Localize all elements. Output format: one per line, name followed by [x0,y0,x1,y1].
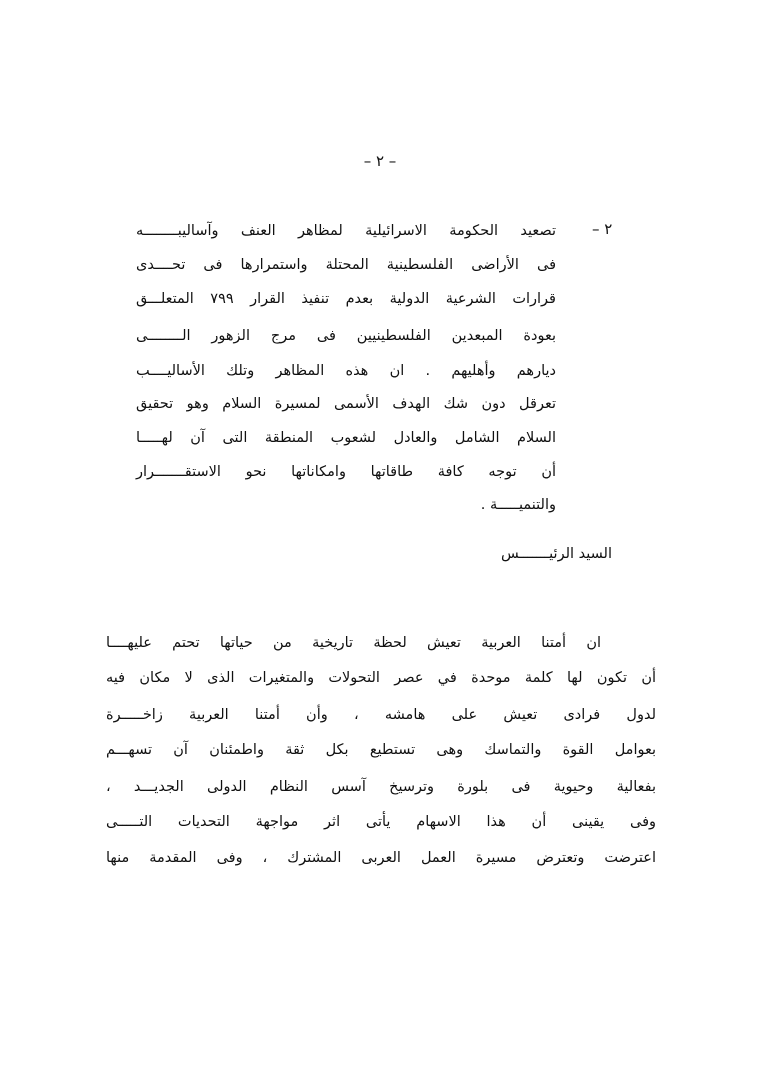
text-line: بعودة المبعدين الفلسطينيين فى مرج الزهور الــــــــى [136,328,556,344]
text-line: ديارهم وأهليهم . ان هذه المظاهر وتلك الأساليــــب [136,363,556,379]
text-line: أن توجه كافة طاقاتها وامكاناتها نحو الاستقـــــــرار [136,464,556,480]
text-line: قرارات الشرعية الدولية بعدم تنفيذ القرار ٧٩٩ المتعلـــق [136,291,556,307]
text-line: السلام الشامل والعادل لشعوب المنطقة التى آن لهـــــا [136,430,556,446]
text-line: أن تكون لها كلمة موحدة في عصر التحولات والمتغيرات الذى لا مكان فيه [106,670,656,686]
text-line: تصعيد الحكومة الاسرائيلية لمظاهر العنف وآساليبــــــــه [136,223,556,239]
text-line: تعرقل دون شك الهدف الأسمى لمسيرة السلام وهو تحقيق [136,396,556,412]
page-number: – ٢ – [363,152,397,170]
text-line: بعوامل القوة والتماسك وهى تستطيع بكل ثقة واطمئنان آن تسهـــم [106,742,656,758]
item-number: ٢ – [592,220,613,238]
text-line: ان أمتنا العربية تعيش لحظة تاريخية من حياتها تحتم عليهــــا [106,635,601,651]
text-line: فى الأراضى الفلسطينية المحتلة واستمرارها فى تحــــدى [136,257,556,273]
text-line: لدول فرادى تعيش على هامشه ، وأن أمتنا العربية زاخـــــرة [106,707,656,723]
section-heading: السيد الرئيـــــــس [500,546,612,562]
text-line: والتنميـــــة . [480,497,556,513]
text-line: وفى يقينى أن هذا الاسهام يأتى اثر مواجهة التحديات التـــــى [106,814,656,830]
text-line: اعترضت وتعترض مسيرة العمل العربى المشترك ، وفى المقدمة منها [106,850,656,866]
text-line: بفعالية وحيوية فى بلورة وترسيخ آسس النظام الدولى الجديـــد ، [106,779,656,795]
